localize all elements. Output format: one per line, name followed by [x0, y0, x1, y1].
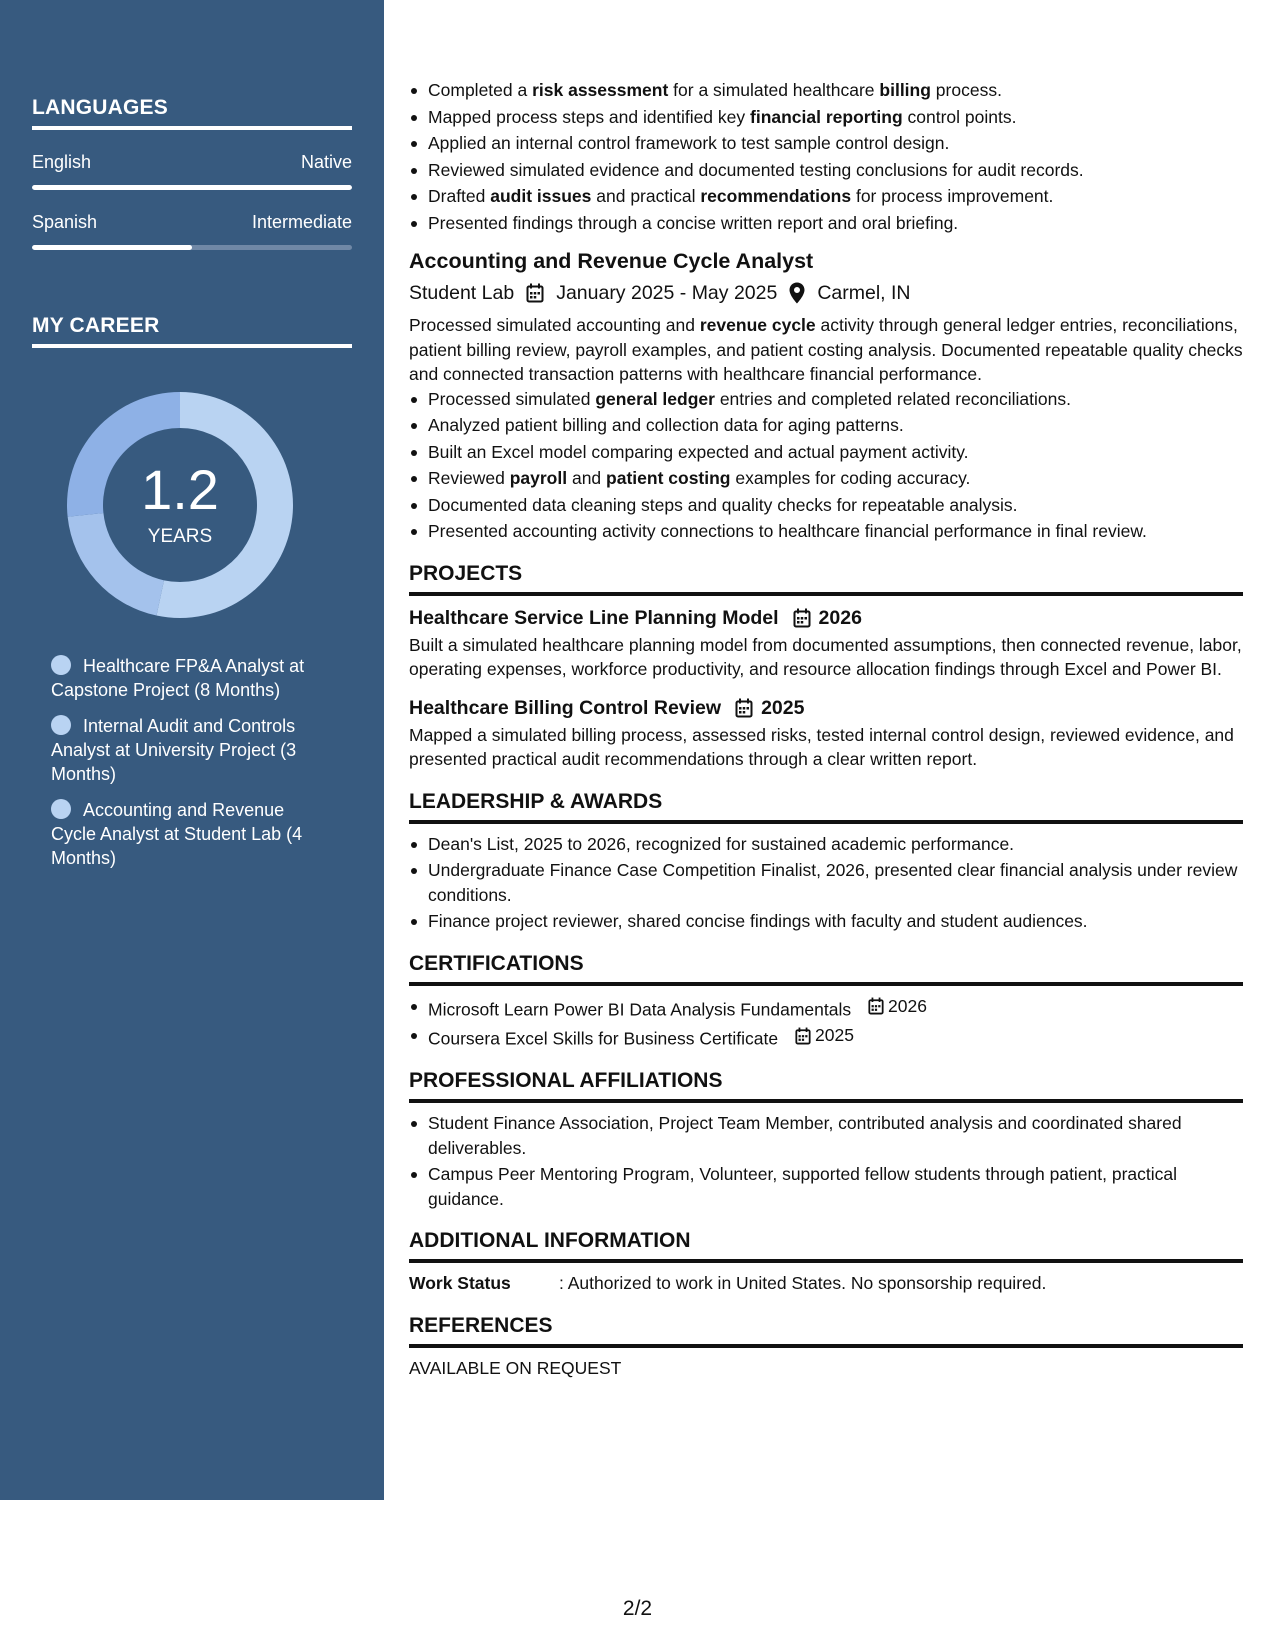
sidebar	[0, 0, 384, 1500]
bullet-item: Mapped process steps and identified key financial reporting control points.	[409, 105, 1243, 130]
calendar-icon	[868, 997, 884, 1015]
bullet-item: Drafted audit issues and practical recommendations for process improvement.	[409, 184, 1243, 209]
calendar-icon	[735, 698, 753, 718]
career-dot-icon	[51, 655, 71, 675]
calendar-icon	[526, 283, 544, 303]
bullet-item: Processed simulated general ledger entries and completed related reconciliations.	[409, 387, 1243, 412]
career-donut-chart	[67, 392, 293, 618]
career-total-unit: YEARS	[147, 526, 213, 547]
leadership-heading: LEADERSHIP & AWARDS	[409, 788, 1243, 824]
calendar-icon	[795, 1027, 811, 1045]
certification-name: Coursera Excel Skills for Business Certificate	[428, 1028, 779, 1049]
bullet-item: Analyzed patient billing and collection data for aging patterns.	[409, 413, 1243, 438]
language-level: Native	[300, 152, 352, 172]
bullet-item: Documented data cleaning steps and quality checks for repeatable analysis.	[409, 493, 1243, 518]
project-title	[409, 695, 1243, 721]
main-content	[409, 78, 1243, 1380]
language-item	[32, 212, 352, 250]
language-level: Intermediate	[251, 212, 352, 232]
certifications-heading: CERTIFICATIONS	[409, 950, 1243, 986]
bullet-item: Applied an internal control framework to test sample control design.	[409, 131, 1243, 156]
job-meta	[409, 279, 1243, 307]
references-heading: REFERENCES	[409, 1312, 1243, 1348]
additional-info-heading: ADDITIONAL INFORMATION	[409, 1227, 1243, 1263]
project-year: 2026	[818, 606, 862, 629]
references-text: AVAILABLE ON REQUEST	[409, 1357, 622, 1378]
bullet-item: Undergraduate Finance Case Competition Finalist, 2026, presented clear financial analysis under review conditions.	[409, 858, 1243, 907]
career-dot-icon	[51, 799, 71, 819]
affiliations-heading: PROFESSIONAL AFFILIATIONS	[409, 1067, 1243, 1103]
bullet-item: Presented accounting activity connections to healthcare financial performance in final review.	[409, 519, 1243, 544]
languages-heading: LANGUAGES	[32, 96, 352, 130]
language-item	[32, 152, 352, 190]
language-proficiency-fill	[32, 185, 352, 190]
certification-year: 2025	[815, 1025, 854, 1046]
job-location: Carmel, IN	[817, 282, 911, 304]
language-name: English	[32, 152, 92, 172]
work-status-label: Work Status	[409, 1273, 511, 1293]
certification-year: 2026	[888, 995, 927, 1016]
bullet-item: Presented findings through a concise written report and oral briefing.	[409, 211, 1243, 236]
intro-bullet-list	[409, 78, 1243, 235]
bullet-item: Dean's List, 2025 to 2026, recognized for sustained academic performance.	[409, 832, 1243, 857]
language-proficiency-bar	[32, 245, 352, 250]
job-dates: January 2025 - May 2025	[556, 282, 778, 304]
project-name: Healthcare Service Line Planning Model	[409, 606, 779, 629]
career-heading: MY CAREER	[32, 314, 352, 348]
calendar-icon	[793, 608, 811, 628]
language-proficiency-fill	[32, 245, 192, 250]
bullet-item: Built an Excel model comparing expected and actual payment activity.	[409, 440, 1243, 465]
career-total-value: 1.2	[141, 458, 219, 521]
project-description: Mapped a simulated billing process, assessed risks, tested internal control design, reviewed evidence, and presented practical audit recommendations through a clear written report.	[409, 724, 1234, 769]
page-number: 2/2	[622, 1597, 653, 1620]
projects-heading: PROJECTS	[409, 560, 1243, 596]
bullet-item: Completed a risk assessment for a simulated healthcare billing process.	[409, 78, 1243, 103]
location-pin-icon	[789, 282, 805, 304]
certification-item	[409, 994, 1243, 1022]
project-name: Healthcare Billing Control Review	[409, 696, 722, 719]
bullet-item: Reviewed simulated evidence and documented testing conclusions for audit records.	[409, 158, 1243, 183]
certification-name: Microsoft Learn Power BI Data Analysis Fundamentals	[428, 998, 852, 1019]
career-list	[51, 654, 331, 870]
bullet-item: Reviewed payroll and patient costing examples for coding accuracy.	[409, 466, 1243, 491]
career-dot-icon	[51, 715, 71, 735]
job-title: Accounting and Revenue Cycle Analyst	[409, 249, 814, 273]
career-item	[51, 654, 331, 702]
career-item-text: Healthcare FP&A Analyst at Capstone Project (8 Months)	[51, 656, 305, 700]
work-status-value: : Authorized to work in United States. No sponsorship required.	[559, 1273, 1047, 1293]
job-summary: Processed simulated accounting and revenue cycle activity through general ledger entries, reconciliations, patient billing review, payroll examples, and patient costing analysis. Documented repeatable quality checks and connected transaction patterns with healthcare financial performance.	[409, 315, 1243, 384]
project-description: Built a simulated healthcare planning model from documented assumptions, then connected revenue, labor, operating expenses, workforce productivity, and resource allocation findings through Excel and Power BI.	[409, 634, 1242, 679]
job-employer: Student Lab	[409, 282, 515, 304]
project-title	[409, 605, 1243, 631]
bullet-item: Finance project reviewer, shared concise findings with faculty and student audiences.	[409, 909, 1243, 934]
certification-item	[409, 1023, 1243, 1051]
leadership-list	[409, 832, 1243, 934]
work-status-row	[409, 1271, 1243, 1296]
job-bullet-list	[409, 387, 1243, 544]
project-year: 2025	[761, 696, 805, 719]
certifications-list	[409, 994, 1243, 1052]
language-proficiency-bar	[32, 185, 352, 190]
career-item-text: Accounting and Revenue Cycle Analyst at Student Lab (4 Months)	[51, 800, 303, 868]
language-name: Spanish	[32, 212, 98, 232]
affiliations-list	[409, 1111, 1243, 1211]
bullet-item: Campus Peer Mentoring Program, Volunteer, supported fellow students through patient, practical guidance.	[409, 1162, 1243, 1211]
career-item	[51, 798, 331, 870]
career-item	[51, 714, 331, 786]
bullet-item: Student Finance Association, Project Team Member, contributed analysis and coordinated shared deliverables.	[409, 1111, 1243, 1160]
career-item-text: Internal Audit and Controls Analyst at University Project (3 Months)	[51, 716, 297, 784]
